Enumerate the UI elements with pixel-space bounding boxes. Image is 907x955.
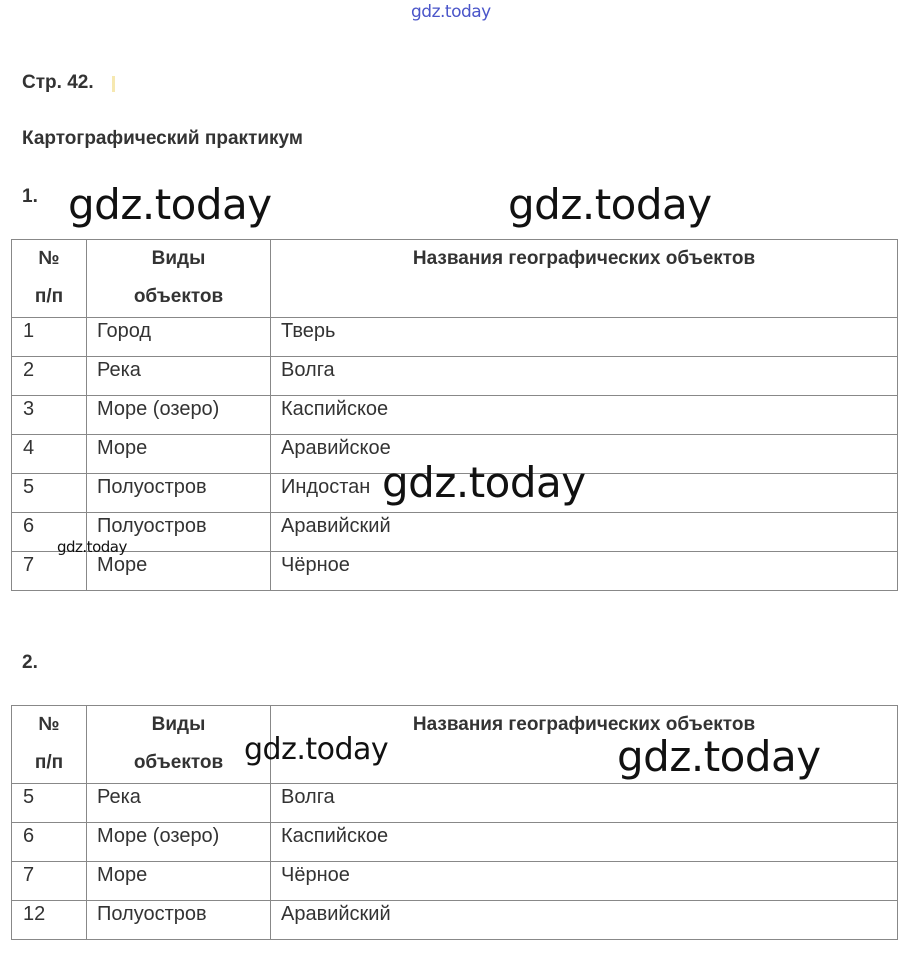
- table-row: [12, 862, 898, 901]
- highlight-mark: [112, 76, 115, 92]
- table-row: [12, 823, 898, 862]
- row-number: 7: [12, 552, 87, 591]
- row-number: 3: [12, 396, 87, 435]
- page-label: Стр. 42.: [22, 72, 94, 93]
- row-name: Индостан: [271, 474, 898, 513]
- row-kind: Море (озеро): [87, 823, 271, 862]
- table-row: [12, 901, 898, 940]
- row-name: Аравийский: [271, 513, 898, 552]
- row-name: Чёрное: [271, 862, 898, 901]
- row-name: Каспийское: [271, 396, 898, 435]
- row-kind: Море (озеро): [87, 396, 271, 435]
- objects-table-1: [11, 239, 898, 591]
- row-number: 1: [12, 318, 87, 357]
- row-kind: Река: [87, 357, 271, 396]
- task2-number: 2.: [22, 652, 38, 673]
- row-number: 5: [12, 784, 87, 823]
- task1-number: 1.: [22, 186, 38, 207]
- header-kind: Виды объектов: [87, 240, 271, 318]
- table-row: [12, 552, 898, 591]
- section-title: Картографический практикум: [22, 128, 303, 149]
- row-number: 12: [12, 901, 87, 940]
- row-name: Аравийский: [271, 901, 898, 940]
- table-row: [12, 318, 898, 357]
- table-row: [12, 396, 898, 435]
- header-kind: Виды объектов: [87, 706, 271, 784]
- row-name: Тверь: [271, 318, 898, 357]
- row-name: Волга: [271, 784, 898, 823]
- watermark-text: gdz.today: [244, 732, 389, 767]
- header-number: № п/п: [12, 706, 87, 784]
- row-number: 6: [12, 513, 87, 552]
- row-kind: Полуостров: [87, 901, 271, 940]
- row-kind: Полуостров: [87, 474, 271, 513]
- row-number: 5: [12, 474, 87, 513]
- row-kind: Море: [87, 552, 271, 591]
- row-kind: Река: [87, 784, 271, 823]
- row-name: Каспийское: [271, 823, 898, 862]
- row-name: Волга: [271, 357, 898, 396]
- table-row: [12, 513, 898, 552]
- watermark-text: gdz.today: [508, 180, 712, 229]
- row-name: Чёрное: [271, 552, 898, 591]
- row-kind: Полуостров: [87, 513, 271, 552]
- row-kind: Море: [87, 435, 271, 474]
- watermark-text: gdz.today: [68, 180, 272, 229]
- row-kind: Море: [87, 862, 271, 901]
- row-name: Аравийское: [271, 435, 898, 474]
- header-name: Названия географических объектов: [271, 240, 898, 318]
- header-number: № п/п: [12, 240, 87, 318]
- table-header-row: [12, 240, 898, 318]
- header-name: Названия географических объектов: [271, 706, 898, 784]
- row-number: 7: [12, 862, 87, 901]
- watermark-text: gdz.today: [382, 458, 586, 507]
- watermark-text: gdz.today: [57, 538, 127, 556]
- row-kind: Город: [87, 318, 271, 357]
- row-number: 4: [12, 435, 87, 474]
- row-number: 2: [12, 357, 87, 396]
- row-number: 6: [12, 823, 87, 862]
- watermark-text: gdz.today: [617, 732, 821, 781]
- table-row: [12, 357, 898, 396]
- watermark-top: gdz.today: [411, 2, 491, 22]
- table-row: [12, 784, 898, 823]
